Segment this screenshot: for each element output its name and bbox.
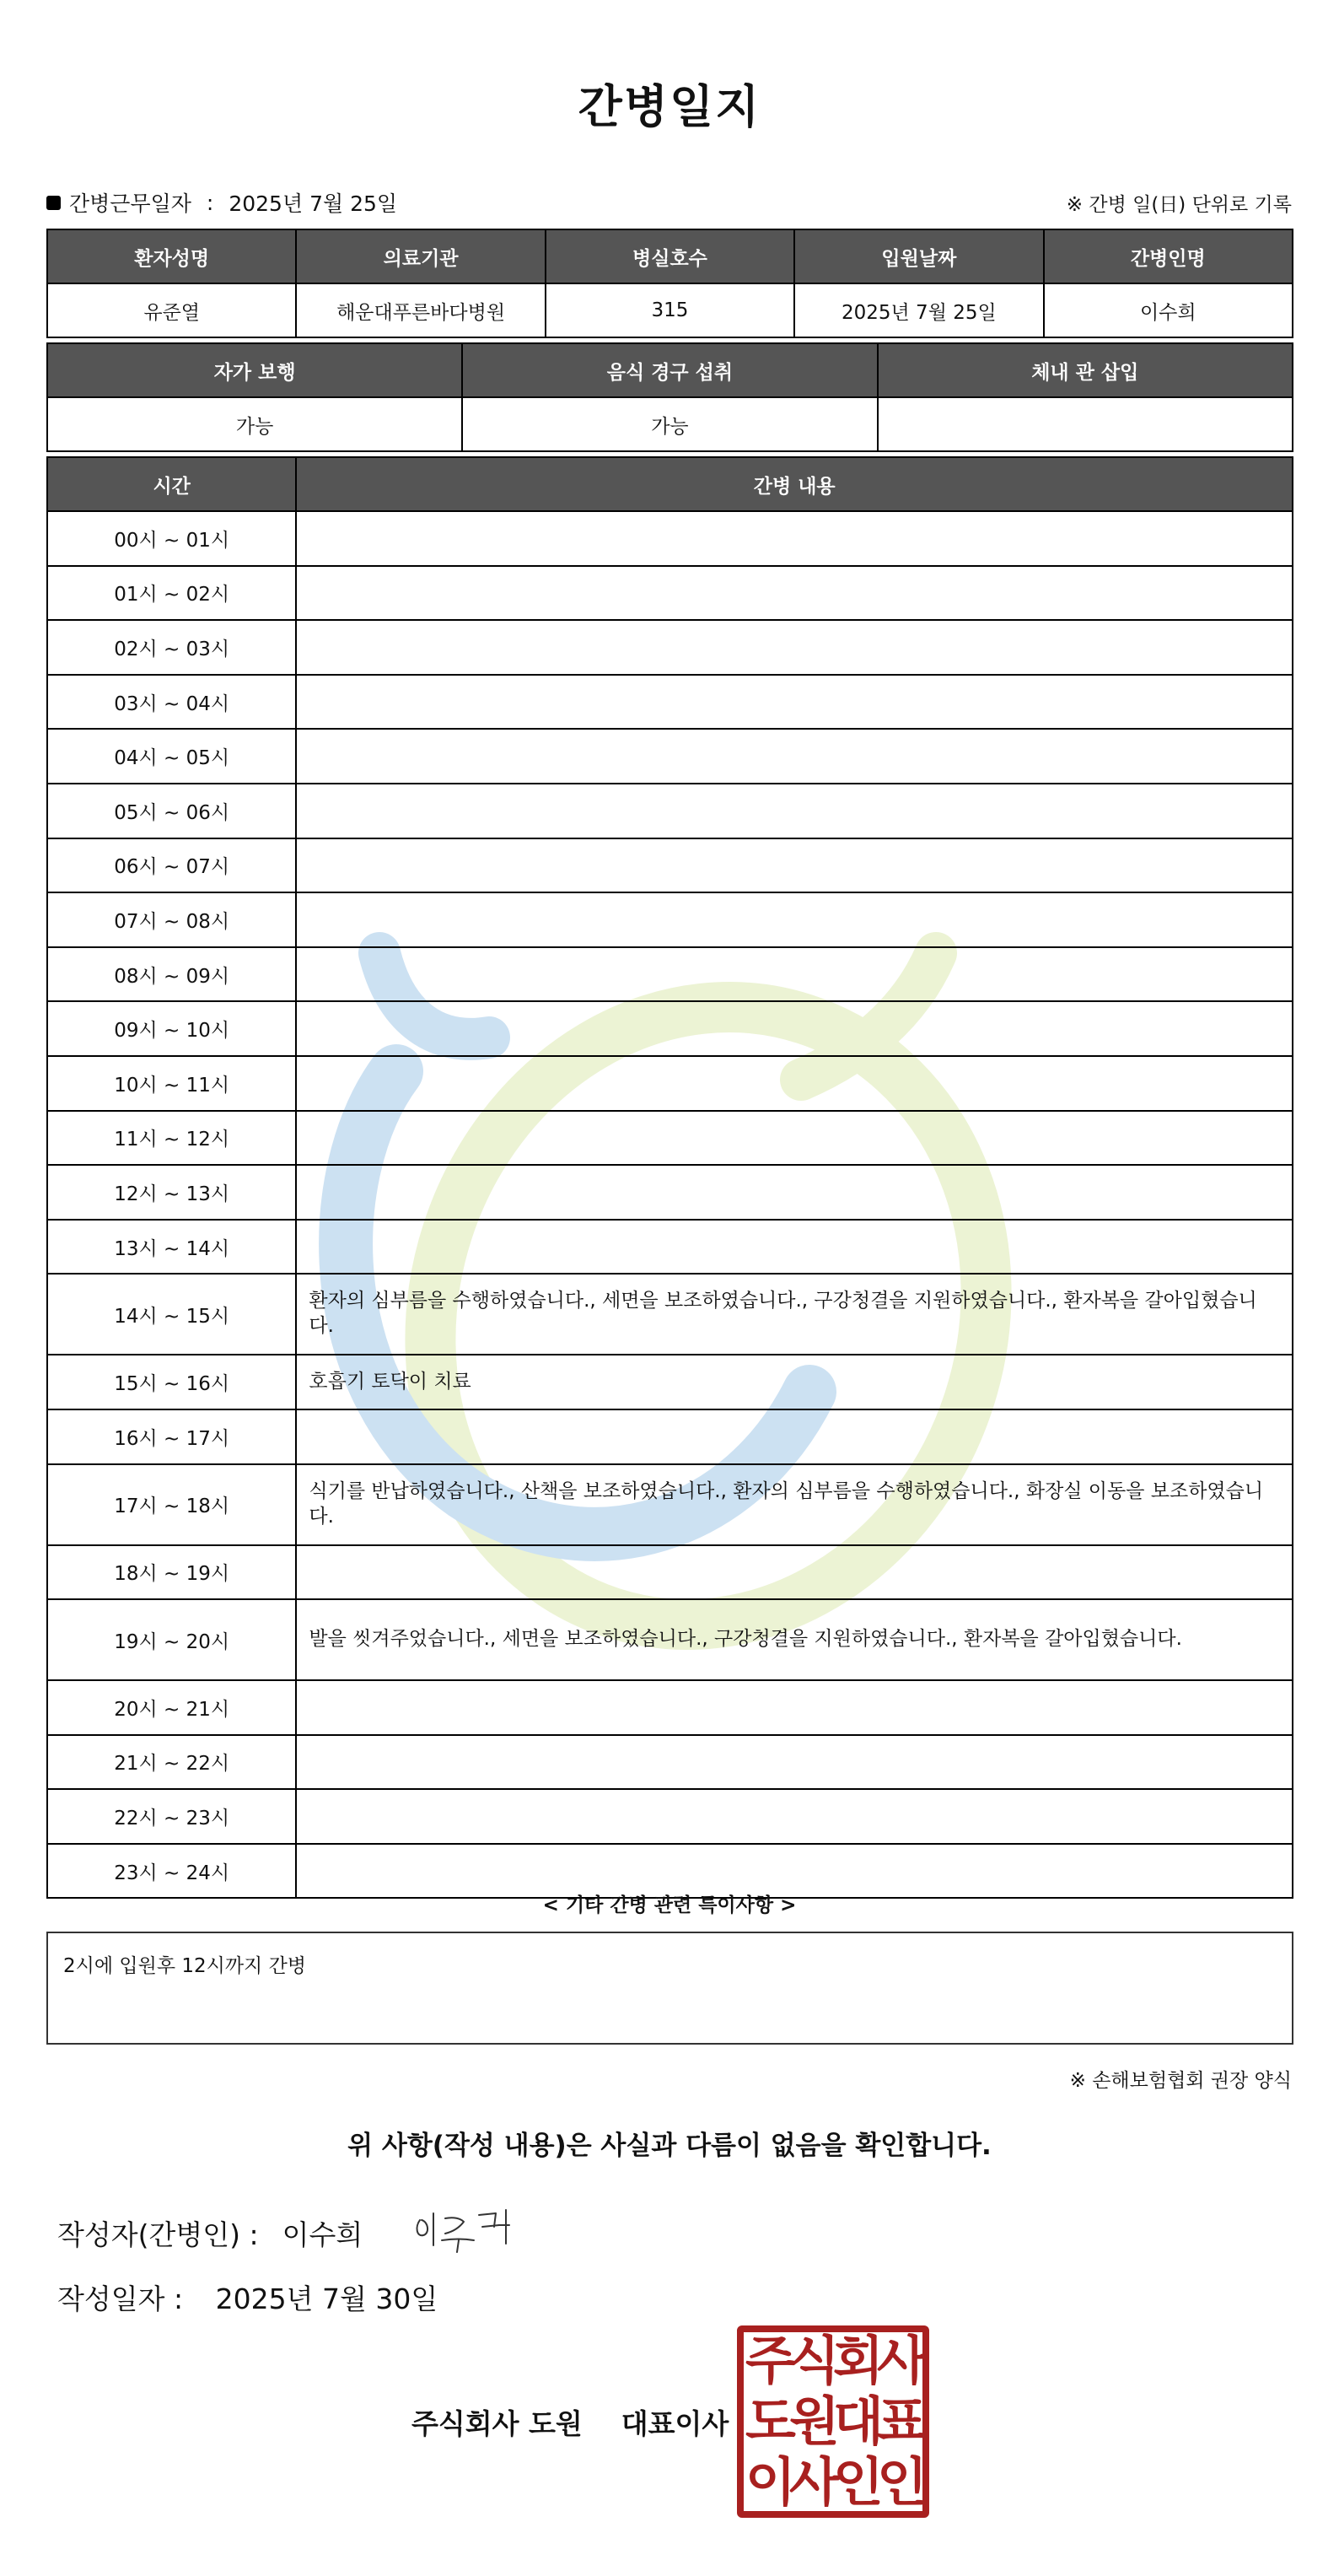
notes-title: < 기타 간병 관련 특이사항 > (542, 1894, 797, 1916)
care-log-time: 17시 ~ 18시 (47, 1464, 296, 1545)
care-log-content (296, 784, 1293, 838)
self-walking-value: 가능 (47, 397, 462, 451)
care-log-row (47, 892, 1293, 947)
care-log-content (296, 1409, 1293, 1464)
source-note: ※ 손해보험협회 권장 양식 (1069, 2070, 1292, 2092)
seal-char: 주 (745, 2330, 796, 2391)
care-log-row (47, 1001, 1293, 1056)
care-log-time: 16시 ~ 17시 (47, 1409, 296, 1464)
care-log-time: 06시 ~ 07시 (47, 838, 296, 893)
care-log-content (296, 1001, 1293, 1056)
patient-status-table (46, 342, 1293, 452)
admission-date: 2025년 7월 25일 (794, 283, 1043, 337)
care-log-row (47, 784, 1293, 838)
care-log-content (296, 566, 1293, 621)
header-self-walking: 자가 보행 (47, 343, 462, 397)
notes-text: 2시에 입원후 12시까지 간병 (63, 1955, 307, 1977)
care-log-time: 12시 ~ 13시 (47, 1165, 296, 1220)
patient-info-value-row (47, 283, 1293, 337)
writer-row (57, 2213, 363, 2253)
care-log-time: 03시 ~ 04시 (47, 675, 296, 730)
seal-char: 도 (745, 2390, 796, 2452)
care-log-content: 식기를 반납하였습니다., 산책을 보조하였습니다., 환자의 심부름을 수행하였습니다., 화장실 이동을 보조하였습니다. (296, 1464, 1293, 1545)
care-log-row (47, 729, 1293, 784)
seal-char: 인 (833, 2451, 884, 2513)
care-log-body (47, 511, 1293, 1898)
header-tube-insertion: 체내 관 삽입 (878, 343, 1293, 397)
header-care-content: 간병 내용 (296, 457, 1293, 511)
header-time: 시간 (47, 457, 296, 511)
work-date (46, 187, 397, 218)
care-log-time: 21시 ~ 22시 (47, 1735, 296, 1790)
seal-characters (745, 2330, 928, 2513)
care-log-content (296, 1056, 1293, 1111)
care-log-content (296, 1220, 1293, 1275)
handwritten-signature (411, 2201, 530, 2261)
care-log-row (47, 1355, 1293, 1409)
seal-char: 사 (789, 2451, 840, 2513)
care-log-time: 04시 ~ 05시 (47, 729, 296, 784)
care-log-row (47, 1545, 1293, 1600)
care-log-time: 07시 ~ 08시 (47, 892, 296, 947)
care-log-row (47, 838, 1293, 893)
care-log-time: 23시 ~ 24시 (47, 1844, 296, 1899)
care-log-row (47, 1274, 1293, 1355)
care-log-table (46, 456, 1293, 1899)
record-unit-note: ※ 간병 일(日) 단위로 기록 (1066, 194, 1292, 216)
care-log-row (47, 1735, 1293, 1790)
care-log-time: 14시 ~ 15시 (47, 1274, 296, 1355)
page-title: 간병일지 (578, 80, 761, 133)
seal-char: 원 (789, 2390, 840, 2452)
company-title: 대표이사 (621, 2407, 729, 2440)
patient-info-table (46, 229, 1293, 338)
care-log-row (47, 1409, 1293, 1464)
writer-name: 이수희 (282, 2218, 363, 2251)
company-signoff (411, 2402, 729, 2442)
patient-info-header-row (47, 229, 1293, 283)
care-log-row (47, 1220, 1293, 1275)
care-log-row (47, 1680, 1293, 1735)
care-log-row (47, 566, 1293, 621)
room-number: 315 (546, 283, 794, 337)
seal-char: 사 (877, 2330, 928, 2391)
seal-char: 회 (833, 2330, 884, 2391)
bullet-icon (46, 196, 61, 210)
care-log-time: 00시 ~ 01시 (47, 511, 296, 566)
care-log-content (296, 892, 1293, 947)
care-log-time: 18시 ~ 19시 (47, 1545, 296, 1600)
care-log-time: 09시 ~ 10시 (47, 1001, 296, 1056)
care-log-row (47, 1599, 1293, 1680)
care-log-time: 13시 ~ 14시 (47, 1220, 296, 1275)
care-log-time: 10시 ~ 11시 (47, 1056, 296, 1111)
patient-name: 유준열 (47, 283, 296, 337)
care-log-content (296, 1735, 1293, 1790)
care-log-row (47, 947, 1293, 1002)
written-date-value: 2025년 7월 30일 (215, 2282, 438, 2315)
patient-status-header-row (47, 343, 1293, 397)
patient-status-value-row (47, 397, 1293, 451)
written-date-row (57, 2277, 438, 2317)
care-log-time: 22시 ~ 23시 (47, 1789, 296, 1844)
seal-char: 이 (745, 2451, 796, 2513)
care-log-content: 발을 씻겨주었습니다., 세면을 보조하였습니다., 구강청결을 지원하였습니다., 환자복을 갈아입혔습니다. (296, 1599, 1293, 1680)
notes-box (46, 1932, 1293, 2045)
care-log-content (296, 620, 1293, 675)
care-log-row (47, 675, 1293, 730)
work-date-value: 2025년 7월 25일 (229, 191, 398, 216)
care-log-time: 08시 ~ 09시 (47, 947, 296, 1002)
care-log-content: 환자의 심부름을 수행하였습니다., 세면을 보조하였습니다., 구강청결을 지원하였습니다., 환자복을 갈아입혔습니다. (296, 1274, 1293, 1355)
care-log-row (47, 1111, 1293, 1166)
care-log-content (296, 1789, 1293, 1844)
care-log-time: 11시 ~ 12시 (47, 1111, 296, 1166)
care-log-content (296, 511, 1293, 566)
care-log-content (296, 947, 1293, 1002)
written-date-label: 작성일자 : (57, 2282, 184, 2315)
care-log-time: 05시 ~ 06시 (47, 784, 296, 838)
seal-char: 식 (789, 2330, 840, 2391)
care-log-row (47, 511, 1293, 566)
care-log-content (296, 838, 1293, 893)
company-seal (737, 2325, 929, 2518)
care-log-content (296, 729, 1293, 784)
care-log-time: 20시 ~ 21시 (47, 1680, 296, 1735)
caregiver-name: 이수희 (1044, 283, 1293, 337)
care-log-row (47, 1165, 1293, 1220)
oral-intake-value: 가능 (462, 397, 877, 451)
seal-char: 인 (877, 2451, 928, 2513)
care-log-row (47, 1789, 1293, 1844)
care-log-time: 19시 ~ 20시 (47, 1599, 296, 1680)
header-oral-intake: 음식 경구 섭취 (462, 343, 877, 397)
care-log-time: 02시 ~ 03시 (47, 620, 296, 675)
seal-char: 표 (877, 2390, 928, 2452)
tube-insertion-value (878, 397, 1293, 451)
writer-label: 작성자(간병인) : (57, 2218, 259, 2251)
care-log-content: 호흡기 토닥이 치료 (296, 1355, 1293, 1409)
confirmation-statement: 위 사항(작성 내용)은 사실과 다름이 없음을 확인합니다. (347, 2131, 992, 2161)
header-caregiver-name: 간병인명 (1044, 229, 1293, 283)
care-log-row (47, 620, 1293, 675)
work-date-label: 간병근무일자 (69, 191, 191, 216)
care-log-time: 01시 ~ 02시 (47, 566, 296, 621)
care-log-time: 15시 ~ 16시 (47, 1355, 296, 1409)
care-log-row (47, 1056, 1293, 1111)
care-log-content (296, 675, 1293, 730)
care-log-content (296, 1545, 1293, 1600)
care-log-content (296, 1680, 1293, 1735)
care-log-header-row (47, 457, 1293, 511)
care-log-row (47, 1464, 1293, 1545)
care-log-content (296, 1111, 1293, 1166)
header-room-number: 병실호수 (546, 229, 794, 283)
care-log-content (296, 1165, 1293, 1220)
company-name: 주식회사 도원 (411, 2407, 583, 2440)
header-patient-name: 환자성명 (47, 229, 296, 283)
hospital-name: 해운대푸른바다병원 (296, 283, 545, 337)
seal-char: 대 (833, 2390, 884, 2452)
work-date-separator: : (206, 190, 214, 215)
header-admission-date: 입원날짜 (794, 229, 1043, 283)
header-hospital: 의료기관 (296, 229, 545, 283)
